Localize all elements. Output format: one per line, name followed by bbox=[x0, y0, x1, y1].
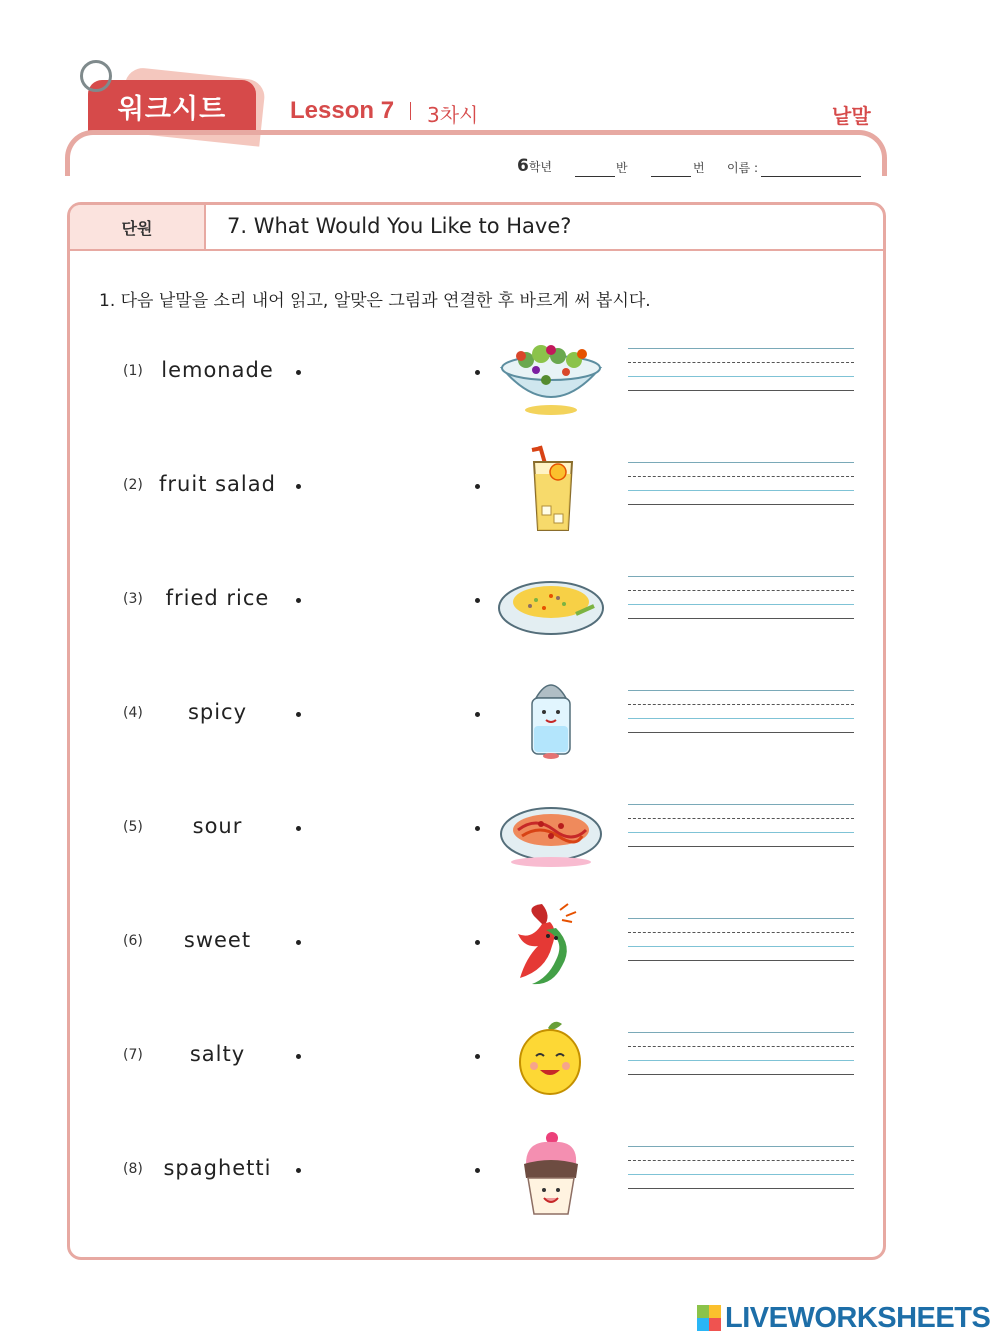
word-connect-dot[interactable] bbox=[296, 598, 301, 603]
word-connect-dot[interactable] bbox=[296, 1168, 301, 1173]
word-connect-dot[interactable] bbox=[296, 826, 301, 831]
picture-connect-dot[interactable] bbox=[475, 1168, 480, 1173]
category-label: 낱말 bbox=[832, 104, 871, 128]
picture-connect-dot[interactable] bbox=[475, 370, 480, 375]
word-connect-dot[interactable] bbox=[296, 712, 301, 717]
unit-label: 단원 bbox=[70, 205, 206, 249]
grade-label: 학년 bbox=[528, 160, 553, 174]
list-item bbox=[0, 330, 1000, 420]
word-connect-dot[interactable] bbox=[296, 484, 301, 489]
list-item bbox=[0, 444, 1000, 534]
ring-icon bbox=[80, 60, 112, 92]
writing-lines[interactable] bbox=[628, 918, 854, 966]
item-word: fried rice bbox=[165, 586, 270, 610]
item-word: salty bbox=[189, 1042, 246, 1066]
brand-badge-icon bbox=[697, 1305, 721, 1331]
item-number: (1) bbox=[123, 363, 143, 379]
picture-connect-dot[interactable] bbox=[475, 712, 480, 717]
picture-connect-dot[interactable] bbox=[475, 484, 480, 489]
writing-lines[interactable] bbox=[628, 1032, 854, 1080]
fried-rice-plate-icon bbox=[496, 558, 606, 648]
writing-lines[interactable] bbox=[628, 348, 854, 396]
picture-connect-dot[interactable] bbox=[475, 940, 480, 945]
number-label: 번 bbox=[693, 161, 705, 175]
item-number: (6) bbox=[123, 933, 143, 949]
item-number: (8) bbox=[123, 1161, 143, 1177]
writing-lines[interactable] bbox=[628, 462, 854, 510]
item-word: fruit salad bbox=[159, 472, 276, 496]
item-number: (4) bbox=[123, 705, 143, 721]
liveworksheets-logo bbox=[697, 1303, 990, 1333]
item-word: spaghetti bbox=[163, 1156, 272, 1180]
picture-connect-dot[interactable] bbox=[475, 826, 480, 831]
session-label: 3차시 bbox=[427, 103, 479, 127]
item-number: (5) bbox=[123, 819, 143, 835]
cupcake-icon bbox=[496, 1128, 606, 1218]
hot-pepper-icon bbox=[496, 900, 606, 990]
item-word: sweet bbox=[183, 928, 252, 952]
name-blank[interactable] bbox=[761, 176, 861, 177]
grade-number: 6 bbox=[517, 156, 529, 176]
class-blank[interactable] bbox=[575, 176, 615, 177]
writing-lines[interactable] bbox=[628, 690, 854, 738]
list-item bbox=[0, 1014, 1000, 1104]
item-word: sour bbox=[192, 814, 243, 838]
word-connect-dot[interactable] bbox=[296, 1054, 301, 1059]
picture-connect-dot[interactable] bbox=[475, 1054, 480, 1059]
grade-field bbox=[517, 156, 552, 176]
item-number: (7) bbox=[123, 1047, 143, 1063]
instruction-text: 1. 다음 낱말을 소리 내어 읽고, 알맞은 그림과 연결한 후 바르게 써 봅시다. bbox=[99, 291, 651, 311]
lesson-divider bbox=[410, 102, 411, 120]
writing-lines[interactable] bbox=[628, 804, 854, 852]
salt-shaker-icon bbox=[496, 672, 606, 762]
item-word: spicy bbox=[187, 700, 248, 724]
list-item bbox=[0, 1128, 1000, 1218]
salad-bowl-icon bbox=[496, 330, 606, 420]
lemon-icon bbox=[496, 1014, 606, 1104]
lemonade-glass-icon bbox=[496, 444, 606, 534]
spaghetti-plate-icon bbox=[496, 786, 606, 876]
item-number: (3) bbox=[123, 591, 143, 607]
item-word: lemonade bbox=[161, 358, 274, 382]
class-label: 반 bbox=[616, 161, 628, 175]
number-blank[interactable] bbox=[651, 176, 691, 177]
lesson-title: Lesson 7 bbox=[290, 97, 395, 124]
unit-row bbox=[70, 205, 883, 251]
brand-text: LIVEWORKSHEETS bbox=[725, 1301, 991, 1334]
unit-title: 7. What Would You Like to Have? bbox=[227, 214, 572, 238]
list-item bbox=[0, 900, 1000, 990]
word-connect-dot[interactable] bbox=[296, 370, 301, 375]
word-connect-dot[interactable] bbox=[296, 940, 301, 945]
name-label: 이름 : bbox=[727, 161, 759, 175]
writing-lines[interactable] bbox=[628, 576, 854, 624]
picture-connect-dot[interactable] bbox=[475, 598, 480, 603]
item-number: (2) bbox=[123, 477, 143, 493]
header-band bbox=[65, 130, 887, 176]
worksheet-tag: 워크시트 bbox=[88, 80, 256, 132]
writing-lines[interactable] bbox=[628, 1146, 854, 1194]
list-item bbox=[0, 786, 1000, 876]
list-item bbox=[0, 558, 1000, 648]
list-item bbox=[0, 672, 1000, 762]
